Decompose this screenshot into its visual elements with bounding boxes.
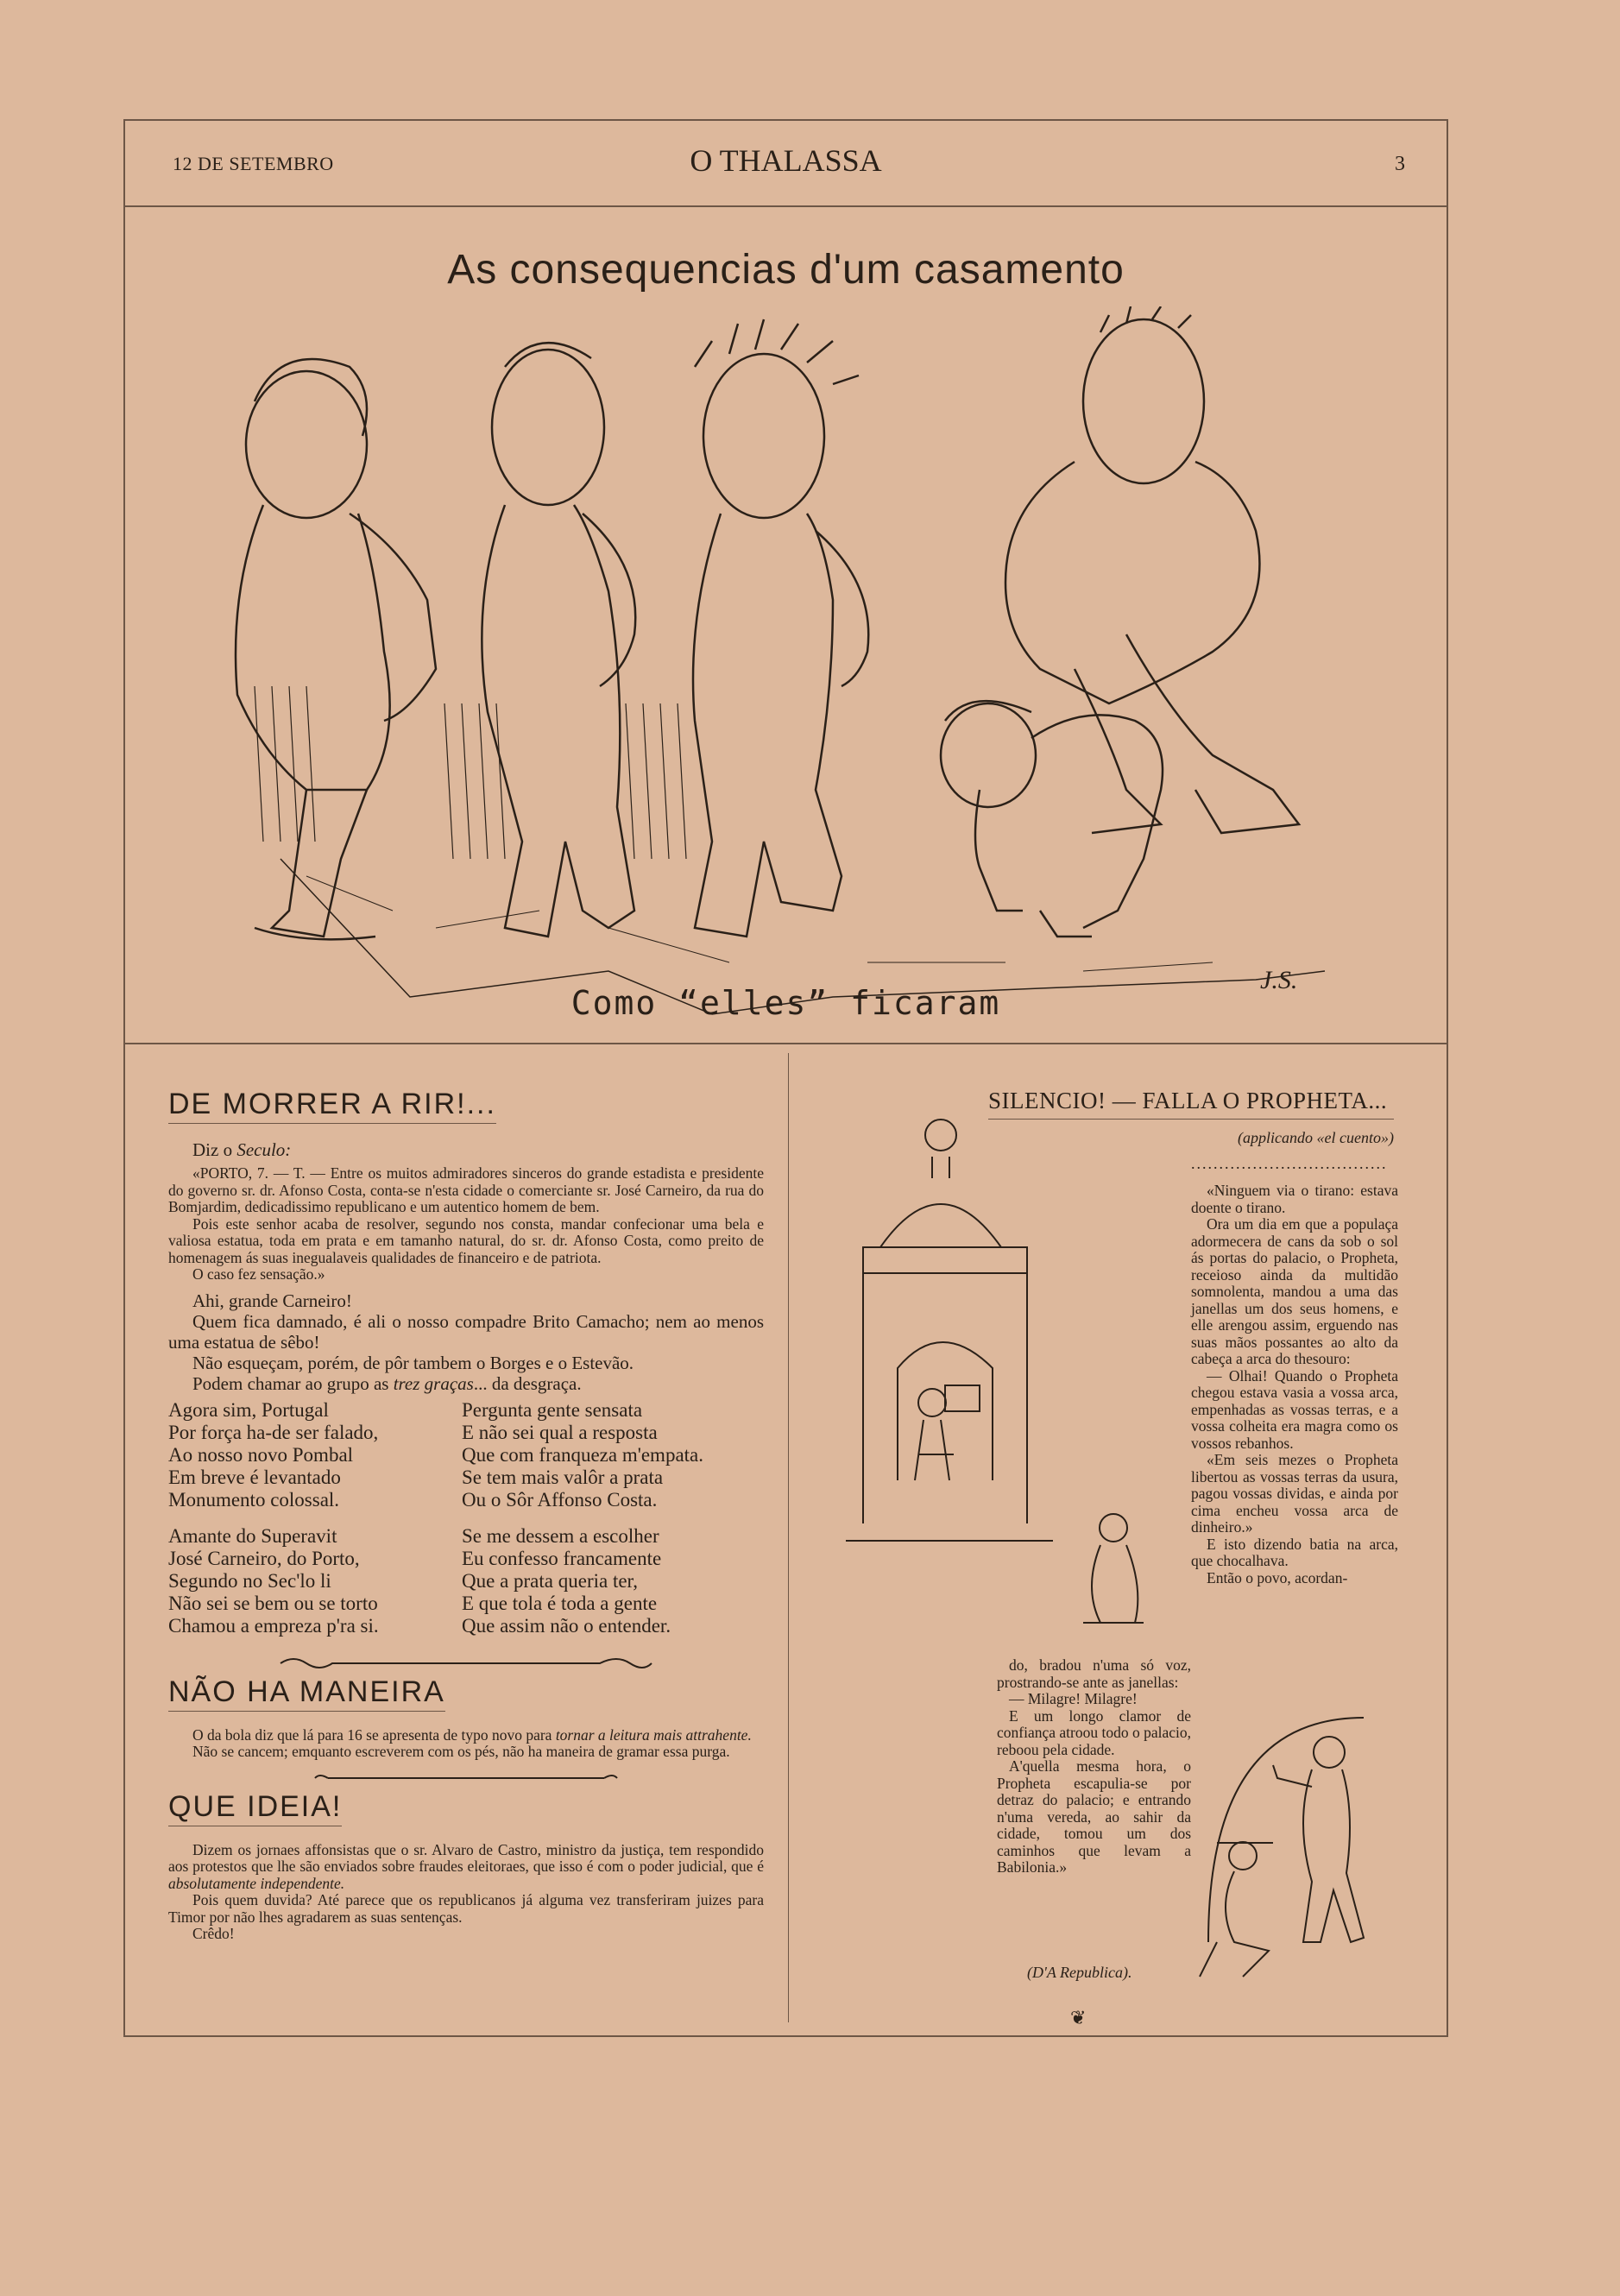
section-subheading: (applicando «el cuento») xyxy=(1238,1129,1394,1146)
column-divider xyxy=(788,1053,789,2022)
page-number: 3 xyxy=(1395,153,1405,175)
two-men-illustration xyxy=(1191,1683,1415,2028)
intro-line xyxy=(168,1139,764,1160)
attribution: (D'A Republica). xyxy=(1027,1964,1132,1981)
prophet-text-a: «Ninguem via o tirano: estava doente o tirano. Ora um dia em que a populaça adormecera de cans da sob o sol ás portas do palacio, o Propheta, receioso ainda da multidão somnolenta, mandou a uma das janellas um dos seus homens, e elle arengou assim, erguendo nas suas mãos possantes ao alto da cabeça a arca do thesouro: — Olhai! Quando o Propheta chegou estava vasia a vossa arca, empenhadas as vossas terras, e a vossa colheita era magra como os vossos rebanhos. «Em seis mezes o Propheta libertou as vossas terras da usura, pagou vossas dividas, e ainda por cima encheu vossa arca de dinheiro.» E isto dizendo batia na arca, que chocalhava. Então o povo, acordan- xyxy=(1191,1182,1398,1586)
section-heading-morrer: DE MORRER A RIR!... xyxy=(168,1088,496,1124)
masthead-title: O THALASSA xyxy=(690,143,882,178)
stanza: Se me dessem a escolher Eu confesso francamente Que a prata queria ter, E que tola é toda a gente Que assim não o entender. xyxy=(462,1524,671,1637)
commentary-paragraph: Quem fica damnado, é ali o nosso compadre Brito Camacho; nem ao menos uma estatua de sêbo! xyxy=(168,1310,764,1353)
stanza: Pergunta gente sensata E não sei qual a resposta Que com franqueza m'empata. Se tem mais valôr a prata Ou o Sôr Affonso Costa. xyxy=(462,1398,704,1511)
quote-paragraph: O caso fez sensação.» xyxy=(192,1265,325,1283)
ornament-flourish xyxy=(168,1766,764,1790)
intro-source: Seculo: xyxy=(236,1139,292,1160)
seculo-quote xyxy=(168,1165,764,1284)
left-column xyxy=(168,1088,764,1943)
prophet-text-b: do, bradou n'uma só voz, prostrando-se ante as janellas: — Milagre! Milagre! E um longo clamor de confiança atroou todo o palacio, reboou pela cidade. A'quella mesma hora, o Propheta escapulia-se por detraz do palacio; e entrando n'uma vereda, ao sahir da cidade, tomou um dos caminhos que levam a Babilonia.» xyxy=(997,1656,1191,1876)
cartoon-rule xyxy=(125,1043,1447,1044)
quote-paragraph: Pois este senhor acaba de resolver, segundo nos consta, mandar confecionar uma bela e valiosa estatua, toda em prata e em tamanho natural, do sr. dr. Afonso Costa, como preito de homenagem ás suas inegualaveis qualidades de financeiro e de patriota. xyxy=(168,1214,764,1266)
stanza: Amante do Superavit José Carneiro, do Porto, Segundo no Sec'lo li Não sei se bem ou se torto Chamou a empreza p'ra si. xyxy=(168,1524,379,1637)
stanza: Agora sim, Portugal Por força ha-de ser falado, Ao nosso novo Pombal Em breve é levantado Monumento colossal. xyxy=(168,1398,379,1511)
maneira-text: O da bola diz que lá para 16 se apresenta de typo novo para tornar a leitura mais attrahente. Não se cancem; emquanto escreverem com os pés, não ha maneira de gramar essa purga. xyxy=(192,1725,752,1760)
palace-illustration xyxy=(811,1092,1070,1593)
cartoon-caption: Como “elles” ficaram xyxy=(570,984,1001,1022)
header-date: 12 DE SETEMBRO xyxy=(173,153,334,174)
newspaper-page xyxy=(123,119,1448,2037)
quote-paragraph: «PORTO, 7. — T. — Entre os muitos admiradores sinceros do grande estadista e presidente do governo sr. dr. Afonso Costa, conta-se n'esta cidade o comerciante sr. José Carneiro, da rua do Bomjardim, dedicadissimo republicano e um autentico homem de bem. xyxy=(168,1164,764,1215)
commentary-paragraph: Ahi, grande Carneiro! xyxy=(192,1290,352,1311)
page-header xyxy=(125,142,1447,177)
section-heading-silencio: SILENCIO! — FALLA O PROPHETA... xyxy=(988,1088,1388,1113)
dotted-separator: ................................... xyxy=(1191,1155,1388,1172)
artist-signature: J.S. xyxy=(1260,966,1298,994)
seated-figure-illustration xyxy=(1066,1502,1161,1640)
ornament-flourish xyxy=(168,1651,764,1675)
commentary-paragraph: Podem chamar ao grupo as trez graças... da desgraça. xyxy=(192,1372,582,1394)
ornament-icon: ❦ xyxy=(1070,2007,1087,2028)
verse-block xyxy=(168,1399,764,1651)
header-rule xyxy=(125,205,1447,207)
intro-text: Diz o xyxy=(192,1139,237,1160)
section-heading-maneira: NÃO HA MANEIRA xyxy=(168,1675,445,1712)
section-heading-ideia: QUE IDEIA! xyxy=(168,1790,342,1826)
right-column xyxy=(811,1088,1415,2037)
cartoon-title: As consequencias d'um casamento xyxy=(447,247,1125,293)
ideia-text: Dizem os jornaes affonsistas que o sr. Alvaro de Castro, ministro da justiça, tem respondido aos protestos que lhe são enviados sobre fraudes eleitoraes, que isso é com o poder judicial, que é absolutamente independente. Pois quem duvida? Até parece que os republicanos já alguma vez transferiram juizes para Timor por não lhes agradarem as suas sentenças. Crêdo! xyxy=(168,1840,764,1942)
commentary xyxy=(168,1290,764,1394)
commentary-paragraph: Não esqueçam, porém, de pôr tambem o Borges e o Estevão. xyxy=(192,1352,634,1373)
